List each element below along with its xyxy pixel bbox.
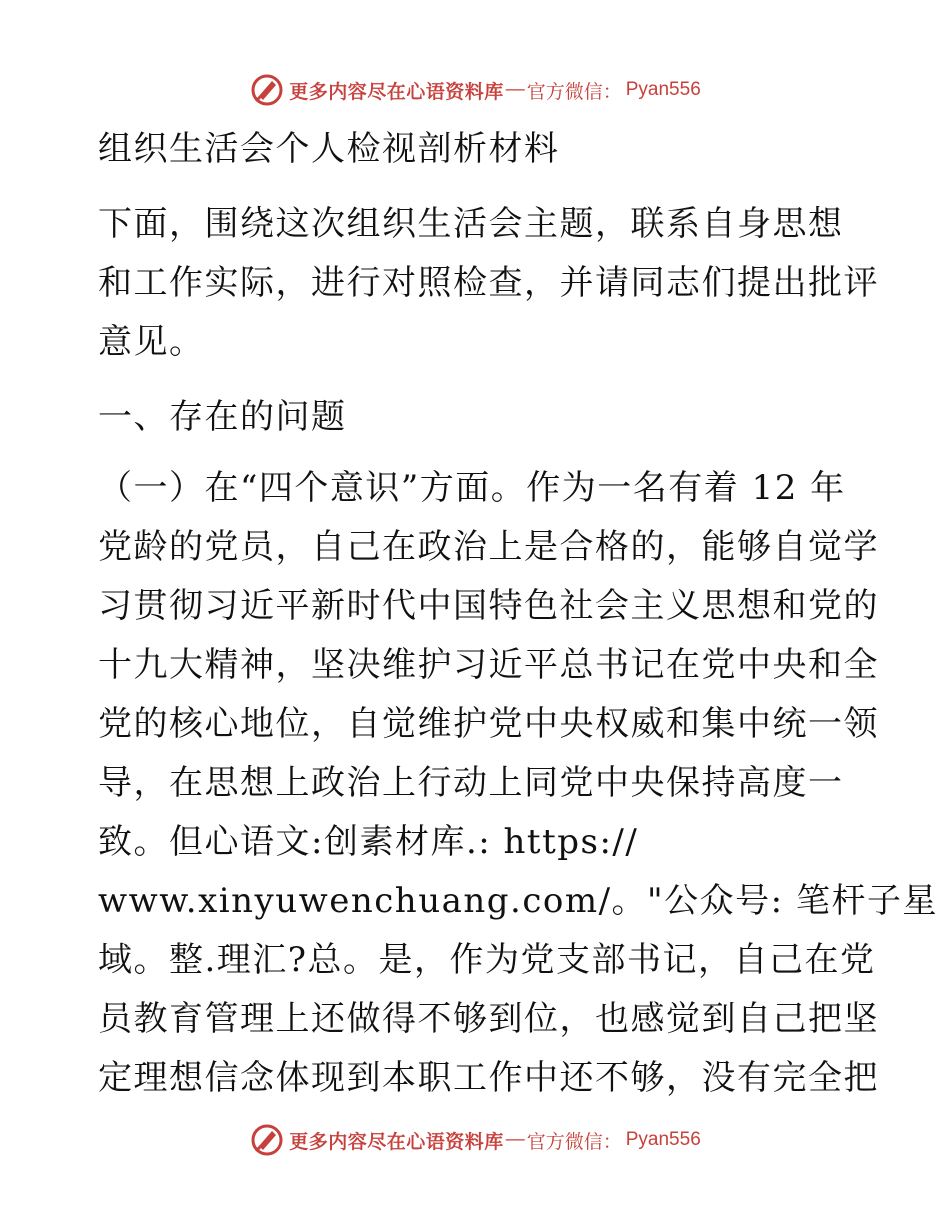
- problem-paragraph: [98, 459, 938, 1108]
- text-line: 致。但心语文:创素材库.: https://: [98, 822, 639, 862]
- brand-logo-icon: [249, 72, 285, 108]
- text-line: 导，在思想上政治上行动上同党中央保持高度一: [98, 763, 844, 803]
- watermark-dash: —: [505, 79, 525, 100]
- text-line: 意见。: [98, 322, 205, 362]
- document-title: 组织生活会个人检视剖析材料: [98, 129, 560, 169]
- document-body: [98, 120, 938, 1108]
- text-line: 习贯彻习近平新时代中国特色社会主义思想和党的: [98, 586, 879, 626]
- text-line: 定理想信念体现到本职工作中还不够，没有完全把: [98, 1058, 879, 1098]
- text-line: （一）在“四个意识”方面。作为一名有着 12 年: [98, 468, 846, 508]
- watermark-dash: —: [505, 1129, 525, 1150]
- text-line: 十九大精神，坚决维护习近平总书记在党中央和全: [98, 645, 879, 685]
- section-heading: 一、存在的问题: [98, 397, 347, 437]
- watermark-wechat-label: 官方微信：: [526, 1130, 622, 1153]
- text-line: 下面，围绕这次组织生活会主题，联系自身思想: [98, 204, 844, 244]
- text-line: 和工作实际，进行对照检查，并请同志们提出批评: [98, 263, 879, 303]
- brand-logo-icon: [249, 1122, 285, 1158]
- text-line: 域。整.理汇?总。是，作为党支部书记，自己在党: [98, 940, 876, 980]
- footer-watermark: [0, 1120, 950, 1160]
- intro-paragraph: [98, 195, 879, 372]
- watermark-site-text: 更多内容尽在心语资料库: [289, 80, 504, 103]
- text-line: 党龄的党员，自己在政治上是合格的，能够自觉学: [98, 527, 879, 567]
- watermark-wechat-label: 官方微信：: [526, 80, 622, 103]
- text-line: 员教育管理上还做得不够到位，也感觉到自己把坚: [98, 999, 879, 1039]
- watermark-wechat-id: Pyan556: [625, 79, 701, 100]
- text-line: 党的核心地位，自觉维护党中央权威和集中统一领: [98, 704, 879, 744]
- text-line: www.xinyuwenchuang.com/。"公众号: 笔杆子星: [98, 881, 938, 921]
- watermark-wechat-id: Pyan556: [625, 1129, 701, 1150]
- header-watermark: [0, 70, 950, 110]
- watermark-site-text: 更多内容尽在心语资料库: [289, 1130, 504, 1153]
